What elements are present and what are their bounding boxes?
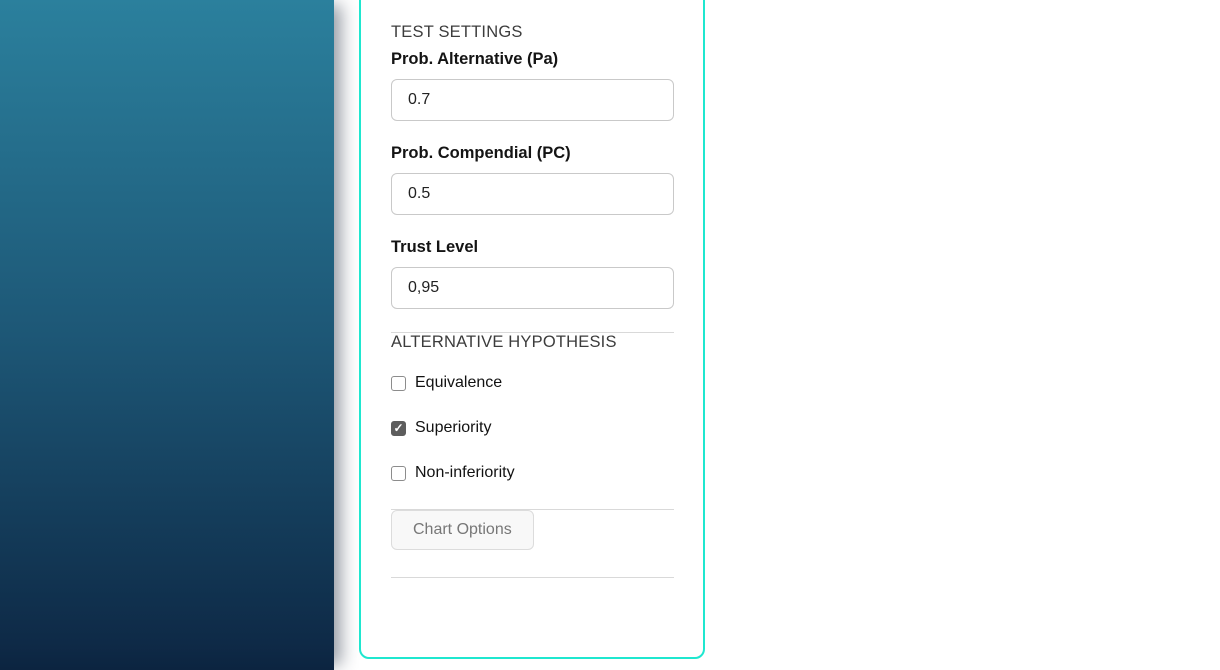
checkbox-row-equivalence[interactable] [391, 374, 674, 392]
trust-level-label: Trust Level [391, 238, 479, 256]
superiority-checkbox[interactable] [391, 421, 406, 436]
divider [391, 577, 674, 578]
prob-alternative-input[interactable] [391, 79, 674, 121]
equivalence-checkbox[interactable] [391, 376, 406, 391]
superiority-label: Superiority [415, 419, 492, 436]
trust-level-field [391, 238, 674, 309]
prob-compendial-input[interactable] [391, 173, 674, 215]
gradient-sidebar [0, 0, 334, 670]
equivalence-label: Equivalence [415, 374, 503, 391]
checkbox-row-superiority[interactable] [391, 419, 674, 437]
non-inferiority-label: Non-inferiority [415, 464, 515, 481]
non-inferiority-checkbox[interactable] [391, 466, 406, 481]
prob-compendial-label: Prob. Compendial (PC) [391, 144, 571, 162]
trust-level-input[interactable] [391, 267, 674, 309]
test-settings-heading: TEST SETTINGS [391, 23, 523, 41]
prob-alternative-field [391, 50, 674, 121]
prob-compendial-field [391, 144, 674, 215]
prob-alternative-label: Prob. Alternative (Pa) [391, 50, 559, 68]
settings-panel [359, 0, 705, 659]
checkbox-row-non-inferiority[interactable] [391, 464, 674, 482]
chart-options-button[interactable]: Chart Options [391, 510, 534, 550]
check-icon: ✓ [393, 421, 404, 435]
alternative-hypothesis-heading: ALTERNATIVE HYPOTHESIS [391, 333, 617, 351]
